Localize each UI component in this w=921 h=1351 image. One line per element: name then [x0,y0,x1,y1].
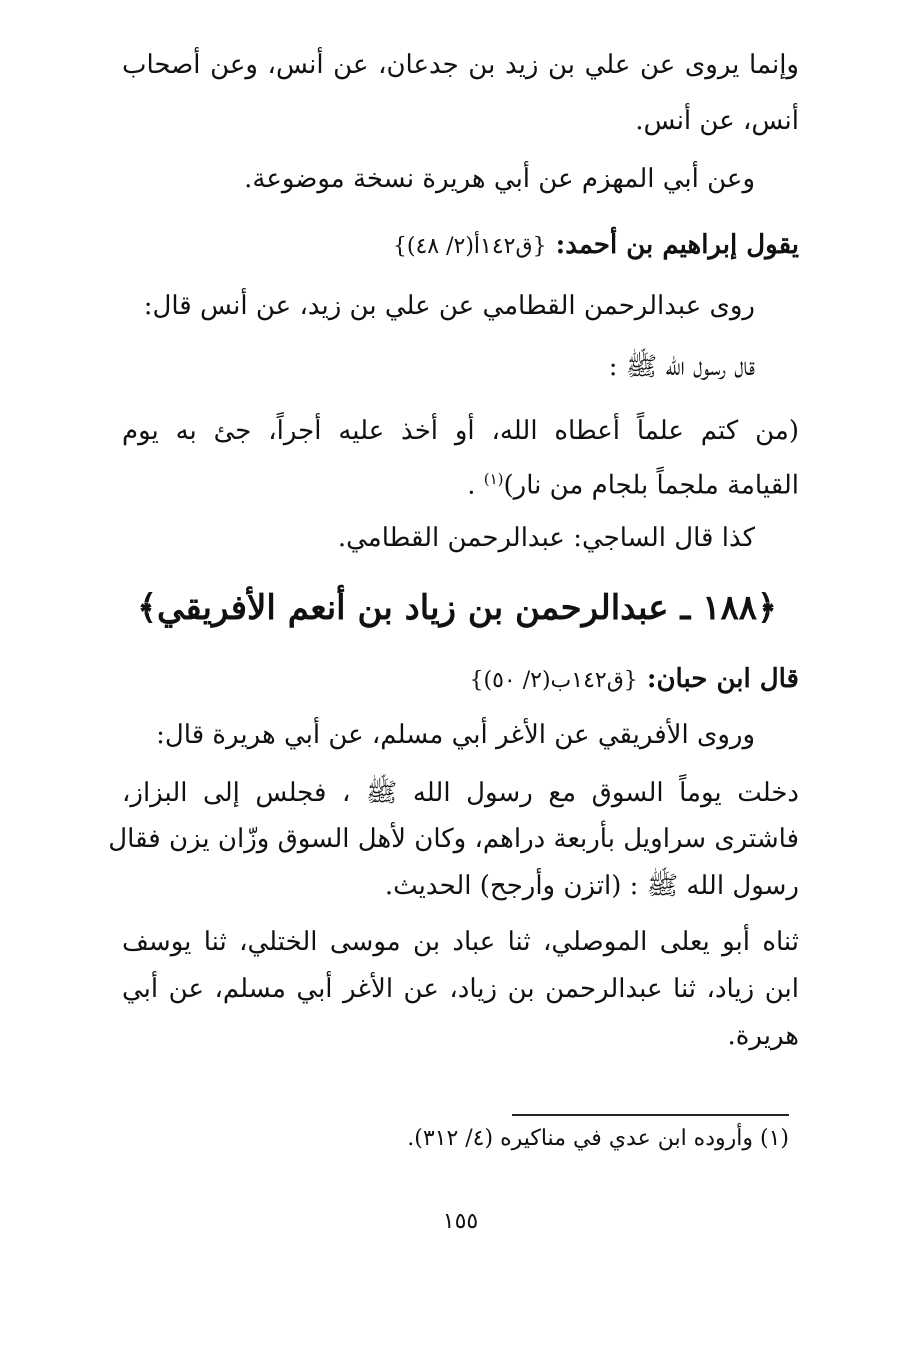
text-line: ابن زياد، ثنا عبدالرحمن بن زياد، عن الأغر أبي مسلم، عن أبي [122,974,799,1004]
text-line: هريرة. [727,1021,799,1051]
text-line: وروى الأفريقي عن الأغر أبي مسلم، عن أبي هريرة قال: [156,720,755,750]
text-line: وعن أبي المهزم عن أبي هريرة نسخة موضوعة. [244,164,755,194]
footnote-divider [512,1114,789,1116]
hadith-text-line [467,462,799,503]
section-label [393,228,799,264]
page-number: ١٥٥ [442,1209,479,1234]
manuscript-reference: {ق١٤٢أ(٢/ ٤٨)} [392,234,547,259]
entry-heading: ﴿١٨٨ ـ عبدالرحمن بن زياد بن أنعم الأفريقي﴾ [137,588,777,628]
text-line: روى عبدالرحمن القطامي عن علي بن زيد، عن أنس قال: [143,291,755,321]
hadith-end: . [467,470,484,501]
text-line: كذا قال الساجي: عبدالرحمن القطامي. [337,523,755,553]
footnote-marker: (١) [483,470,504,488]
section-label [470,662,800,698]
manuscript-reference: {ق١٤٢ب(٢/ ٥٠)} [469,668,638,693]
hadith-text-line: (من كتم علماً أعطاه الله، أو أخذ عليه أجراً، جئ به يوم [122,416,799,446]
text-line: قال رسول الله ﷺ : [608,352,755,382]
text-line: رسول الله ﷺ : (اتزن وأرجح) الحديث. [384,871,799,901]
text-line: ثناه أبو يعلى الموصلي، ثنا عباد بن موسى الختلي، ثنا يوسف [122,927,799,957]
text-line: أنس، عن أنس. [635,106,799,136]
speaker-label: يقول إبراهيم بن أحمد: [555,230,799,260]
text-line: وإنما يروى عن علي بن زيد بن جدعان، عن أنس، وعن أصحاب [122,50,799,80]
hadith-text: القيامة ملجماً بلجام من نار) [503,470,799,501]
text-line: فاشترى سراويل بأربعة دراهم، وكان لأهل السوق وزّان يزن فقال [108,824,799,854]
text-line: دخلت يوماً السوق مع رسول الله ﷺ ، فجلس إلى البزاز، [122,778,799,808]
speaker-label: قال ابن حبان: [646,664,799,694]
footnote: (١) وأروده ابن عدي في مناكيره (٤/ ٣١٢). [407,1126,789,1151]
